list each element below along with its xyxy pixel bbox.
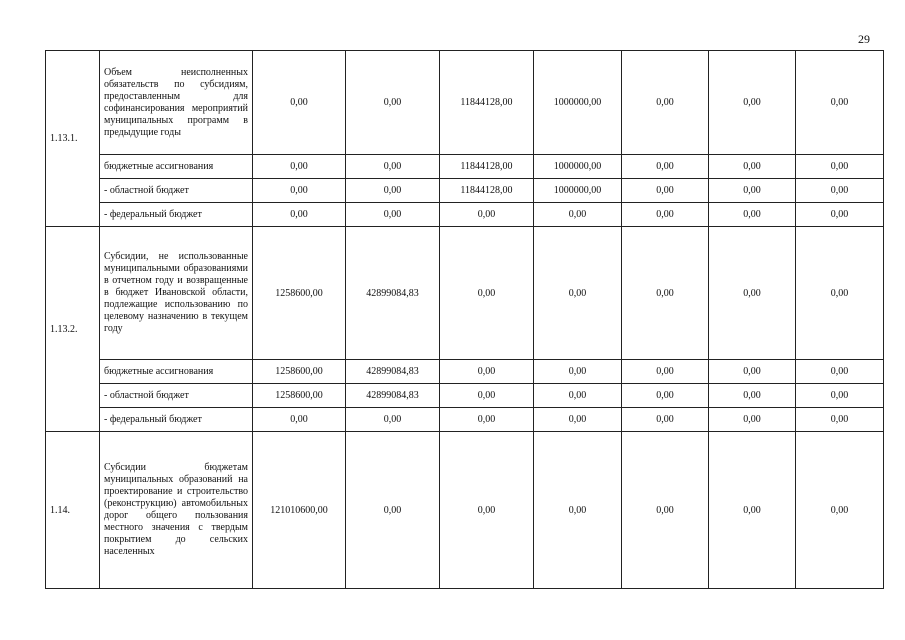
value-cell: 0,00	[796, 432, 884, 589]
row-description: - федеральный бюджет	[100, 203, 253, 227]
value-cell: 0,00	[622, 432, 709, 589]
value-cell: 0,00	[796, 384, 884, 408]
value-cell: 0,00	[796, 203, 884, 227]
table-row	[46, 360, 884, 384]
value-cell: 1000000,00	[534, 51, 622, 155]
value-cell: 0,00	[796, 360, 884, 384]
value-cell: 0,00	[253, 51, 346, 155]
value-cell: 11844128,00	[440, 179, 534, 203]
row-description: Субсидии бюджетам муниципальных образований на проектирование и строительство (реконструкцию) автомобильных дорог общего пользования местного значения с твердым покрытием до сельских населенных	[100, 432, 253, 589]
value-cell: 0,00	[534, 227, 622, 360]
value-cell: 0,00	[440, 227, 534, 360]
value-cell: 0,00	[796, 51, 884, 155]
value-cell: 0,00	[622, 51, 709, 155]
value-cell: 0,00	[346, 432, 440, 589]
row-description: бюджетные ассигнования	[100, 155, 253, 179]
value-cell: 0,00	[622, 155, 709, 179]
value-cell: 0,00	[796, 155, 884, 179]
row-description: - областной бюджет	[100, 179, 253, 203]
value-cell: 11844128,00	[440, 51, 534, 155]
value-cell: 0,00	[440, 360, 534, 384]
value-cell: 0,00	[796, 408, 884, 432]
value-cell: 0,00	[709, 179, 796, 203]
value-cell: 0,00	[622, 179, 709, 203]
value-cell: 0,00	[709, 51, 796, 155]
value-cell: 0,00	[253, 155, 346, 179]
value-cell: 0,00	[346, 155, 440, 179]
value-cell: 0,00	[709, 155, 796, 179]
value-cell: 0,00	[709, 227, 796, 360]
value-cell: 42899084,83	[346, 384, 440, 408]
value-cell: 42899084,83	[346, 227, 440, 360]
value-cell: 0,00	[796, 227, 884, 360]
value-cell: 0,00	[346, 203, 440, 227]
row-number: 1.14.	[46, 432, 100, 589]
value-cell: 0,00	[440, 384, 534, 408]
value-cell: 0,00	[534, 203, 622, 227]
value-cell: 1000000,00	[534, 155, 622, 179]
value-cell: 0,00	[709, 360, 796, 384]
row-description: - федеральный бюджет	[100, 408, 253, 432]
value-cell: 0,00	[622, 408, 709, 432]
value-cell: 11844128,00	[440, 155, 534, 179]
value-cell: 0,00	[253, 179, 346, 203]
value-cell: 0,00	[709, 384, 796, 408]
value-cell: 0,00	[440, 408, 534, 432]
table-row	[46, 227, 884, 360]
page-number: 29	[858, 32, 870, 46]
row-description: - областной бюджет	[100, 384, 253, 408]
value-cell: 0,00	[534, 384, 622, 408]
value-cell: 121010600,00	[253, 432, 346, 589]
value-cell: 0,00	[346, 408, 440, 432]
value-cell: 1000000,00	[534, 179, 622, 203]
table-row	[46, 155, 884, 179]
value-cell: 0,00	[440, 203, 534, 227]
value-cell: 0,00	[253, 203, 346, 227]
table-row	[46, 384, 884, 408]
value-cell: 0,00	[796, 179, 884, 203]
value-cell: 0,00	[534, 408, 622, 432]
table-row	[46, 432, 884, 589]
value-cell: 0,00	[709, 203, 796, 227]
row-number: 1.13.1.	[46, 51, 100, 227]
row-description: бюджетные ассигнования	[100, 360, 253, 384]
row-number: 1.13.2.	[46, 227, 100, 432]
value-cell: 1258600,00	[253, 384, 346, 408]
budget-table	[45, 50, 884, 589]
value-cell: 0,00	[346, 51, 440, 155]
value-cell: 0,00	[709, 408, 796, 432]
value-cell: 0,00	[253, 408, 346, 432]
value-cell: 0,00	[534, 432, 622, 589]
table-row	[46, 203, 884, 227]
table-row	[46, 51, 884, 155]
row-description: Субсидии, не использованные муниципальными образованиями в отчетном году и возвращенные в бюджет Ивановской области, подлежащие использованию по целевому назначению в текущем году	[100, 227, 253, 360]
table-row	[46, 408, 884, 432]
value-cell: 1258600,00	[253, 227, 346, 360]
value-cell: 0,00	[622, 384, 709, 408]
table-row	[46, 179, 884, 203]
row-description: Объем неисполненных обязательств по субсидиям, предоставленным для софинансирования мероприятий муниципальных программ в предыдущие годы	[100, 51, 253, 155]
value-cell: 1258600,00	[253, 360, 346, 384]
value-cell: 0,00	[622, 360, 709, 384]
value-cell: 0,00	[440, 432, 534, 589]
value-cell: 42899084,83	[346, 360, 440, 384]
value-cell: 0,00	[709, 432, 796, 589]
value-cell: 0,00	[534, 360, 622, 384]
value-cell: 0,00	[622, 203, 709, 227]
value-cell: 0,00	[346, 179, 440, 203]
value-cell: 0,00	[622, 227, 709, 360]
